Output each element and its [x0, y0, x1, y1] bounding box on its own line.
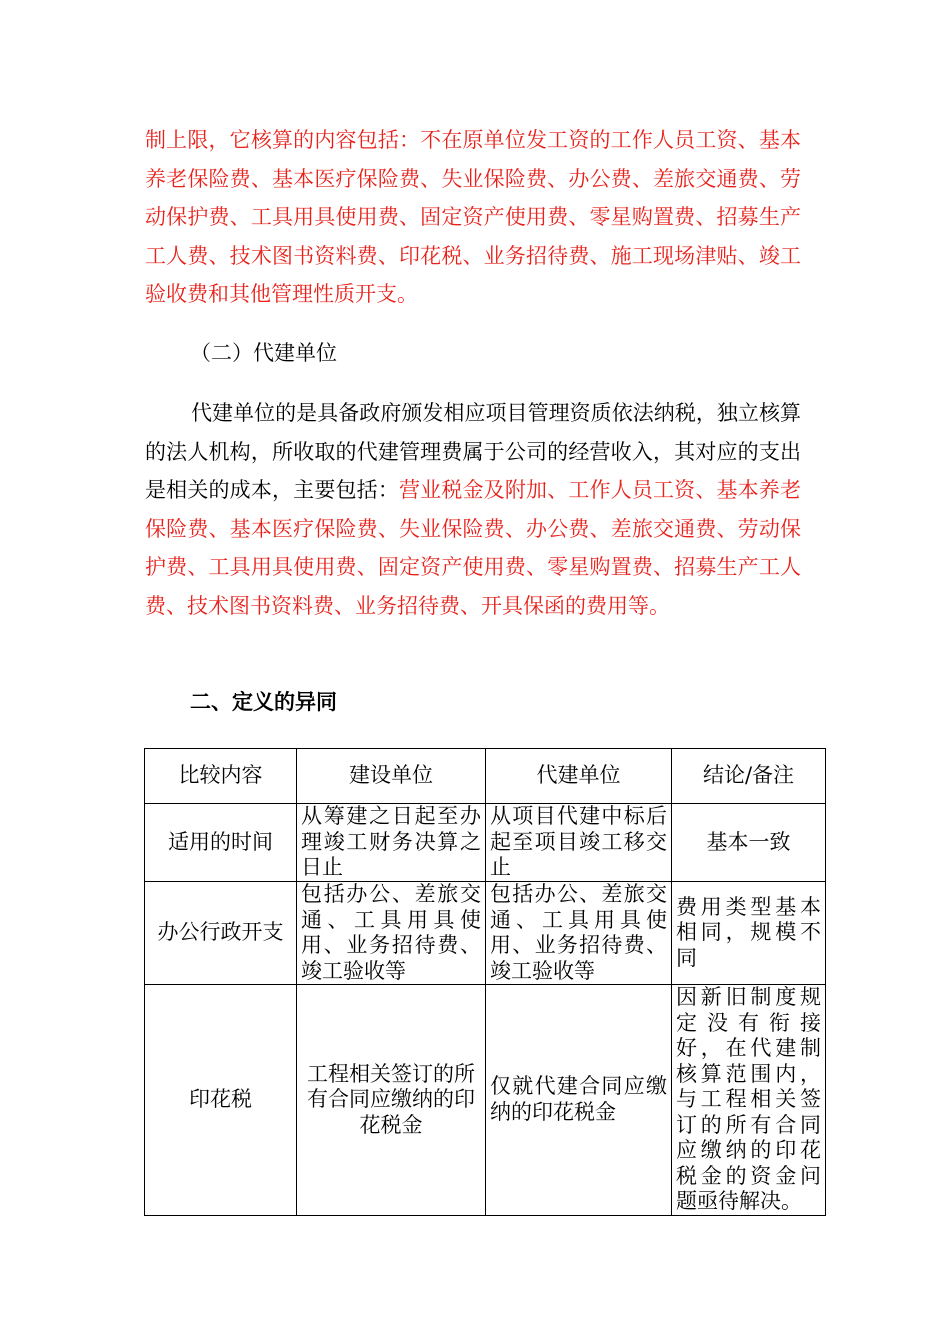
table-cell: 从项目代建中标后起至项目竣工移交止	[486, 804, 672, 882]
table-cell: 办公行政开支	[145, 882, 297, 985]
table-cell: 包括办公、差旅交通、工具用具使用、业务招待费、竣工验收等	[297, 882, 486, 985]
header-agent-unit: 代建单位	[486, 749, 672, 804]
table-cell: 适用的时间	[145, 804, 297, 882]
table-cell: 包括办公、差旅交通、工具用具使用、业务招待费、竣工验收等	[486, 882, 672, 985]
section-heading-definition-differences: 二、定义的异同	[190, 689, 337, 714]
table-cell: 基本一致	[672, 804, 826, 882]
table-row	[145, 804, 826, 882]
subheading-agent-unit: （二）代建单位	[190, 341, 337, 365]
header-construction-unit: 建设单位	[297, 749, 486, 804]
table-row	[145, 985, 826, 1216]
table-cell: 印花税	[145, 985, 297, 1216]
table-cell: 因新旧制度规定没有衔接好，在代建制核算范围内，与工程相关签订的所有合同应缴纳的印花税金的资金问题亟待解决。	[672, 985, 826, 1216]
table-cell: 从筹建之日起至办理竣工财务决算之日止	[297, 804, 486, 882]
table-cell: 工程相关签订的所有合同应缴纳的印花税金	[297, 985, 486, 1216]
header-conclusion: 结论/备注	[672, 749, 826, 804]
table-cell: 费用类型基本相同，规模不同	[672, 882, 826, 985]
paragraph-agent-unit-expense-list: 营业税金及附加、工作人员工资、基本养老保险费、基本医疗保险费、失业保险费、办公费、差旅交通费、劳动保护费、工具用具使用费、固定资产使用费、零星购置费、招募生产工人费、技术图书资料费、业务招待费、开具保函的费用等。	[145, 478, 801, 618]
comparison-table	[144, 748, 826, 1216]
paragraph-expense-list-construction: 制上限，它核算的内容包括：不在原单位发工资的工作人员工资、基本养老保险费、基本医疗保险费、失业保险费、办公费、差旅交通费、劳动保护费、工具用具使用费、固定资产使用费、零星购置费、招募生产工人费、技术图书资料费、印花税、业务招待费、施工现场津贴、竣工验收费和其他管理性质开支。	[145, 128, 801, 307]
paragraph-agent-unit	[145, 394, 801, 626]
table-cell: 仅就代建合同应缴纳的印花税金	[486, 985, 672, 1216]
table-row	[145, 882, 826, 985]
paragraph-agent-unit-intro: 代建单位的是具备政府颁发相应项目管理资质依法纳税，独立核算的法人机构，所收取的代建管理费属于公司的经营收入，其对应的支出是相关的成本，主要包括：	[145, 401, 801, 503]
table-header-row	[145, 749, 826, 804]
header-compare-item: 比较内容	[145, 749, 297, 804]
